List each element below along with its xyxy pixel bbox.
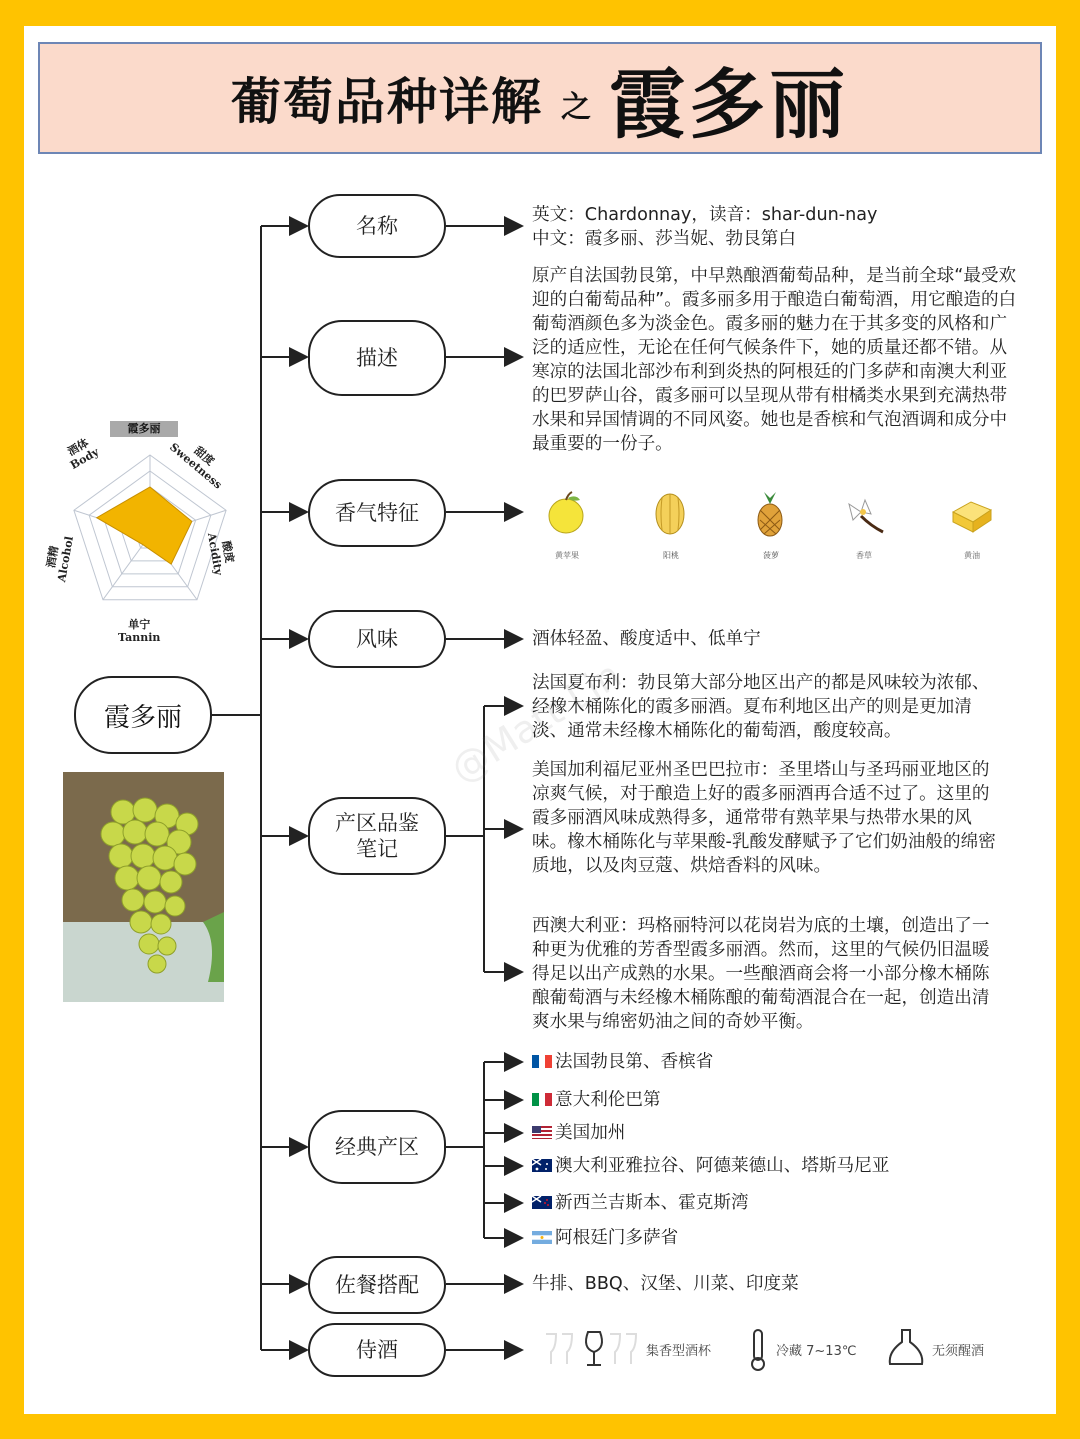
decanter-icon bbox=[886, 1328, 926, 1370]
classic-region-item bbox=[532, 1050, 1032, 1074]
aroma-label: 阳桃 bbox=[663, 551, 679, 560]
note-chablis: 法国夏布利：勃艮第大部分地区出产的都是风味较为浓郁、经橡木桶陈化的霞多丽酒。夏布利地区出产的则是更加清淡、通常未经橡木桶陈化的葡萄酒，酸度较高。 bbox=[532, 673, 990, 741]
serving-temp: 冷藏 7~13℃ bbox=[776, 1344, 857, 1359]
radar-title-tag: 霞多丽 bbox=[110, 421, 178, 437]
classic-region-text: 阿根廷门多萨省 bbox=[555, 1228, 679, 1248]
title-connector: 之 bbox=[561, 90, 591, 125]
branch-classic-node: 经典产区 bbox=[308, 1110, 446, 1184]
name-chinese: 中文：霞多丽、莎当妮、勃艮第白 bbox=[532, 229, 796, 249]
vanilla-icon bbox=[841, 490, 887, 548]
serving-decant: 无须醒酒 bbox=[932, 1344, 985, 1359]
wine-glasses-icon bbox=[540, 1328, 640, 1370]
radar-label-acidity: 酸度 Acidity bbox=[204, 531, 237, 577]
radar-value-polygon bbox=[97, 487, 192, 564]
radar-label-body: 酒体 Body bbox=[65, 436, 102, 472]
aroma-item bbox=[647, 490, 695, 561]
serving-glass: 集香型酒杯 bbox=[646, 1344, 712, 1359]
branch-desc-node: 描述 bbox=[308, 320, 446, 396]
name-details bbox=[532, 203, 1032, 251]
yellow-apple-icon bbox=[544, 490, 590, 548]
aroma-item bbox=[840, 490, 888, 561]
radar-label-alcohol: 酒精 Alcohol bbox=[44, 535, 76, 584]
classic-region-text: 美国加州 bbox=[555, 1123, 626, 1143]
radar-label-sweetness: 甜度 Sweetness bbox=[167, 440, 225, 492]
flavor-text: 酒体轻盈、酸度适中、低单宁 bbox=[532, 629, 761, 649]
classic-region-text: 法国勃艮第、香槟省 bbox=[555, 1052, 714, 1072]
argentina-flag-icon bbox=[532, 1231, 552, 1244]
usa-flag-icon bbox=[532, 1126, 552, 1139]
classic-region-text: 新西兰吉斯本、霍克斯湾 bbox=[555, 1193, 749, 1213]
aroma-label: 菠萝 bbox=[763, 551, 779, 560]
classic-region-text: 澳大利亚雅拉谷、阿德莱德山、塔斯马尼亚 bbox=[555, 1156, 890, 1176]
classic-region-item bbox=[532, 1154, 1032, 1178]
aroma-label: 黄苹果 bbox=[555, 551, 579, 560]
note-western-australia: 西澳大利亚：玛格丽特河以花岗岩为底的土壤，创造出了一种更为优雅的芳香型霞多丽酒。然而，这里的气候仍旧温暖得足以出产成熟的水果。一些酿酒商会将一小部分橡木桶陈酿葡萄酒与未经橡木桶陈酿的葡萄酒混合在一起，创造出清爽水果与绵密奶油之间的奇妙平衡。 bbox=[532, 916, 990, 1032]
italy-flag-icon bbox=[532, 1093, 552, 1106]
root-node: 霞多丽 bbox=[74, 676, 212, 754]
butter-icon bbox=[949, 490, 995, 548]
classic-region-item bbox=[532, 1121, 1032, 1145]
title-main: 葡萄品种详解 bbox=[231, 73, 543, 131]
note-santa-barbara: 美国加利福尼亚州圣巴巴拉市：圣里塔山与圣玛丽亚地区的凉爽气候，对于酿造上好的霞多丽酒再合适不过了。这里的霞多丽酒风味成熟得多，通常带有熟苹果与热带水果的风味。橡木桶陈化与苹果酸-乳酸发酵赋予了它们奶油般的绵密质地，以及肉豆蔻、烘焙香料的风味。 bbox=[532, 760, 996, 876]
thermometer-icon bbox=[748, 1328, 768, 1372]
new-zealand-flag-icon bbox=[532, 1196, 552, 1209]
classic-region-item bbox=[532, 1191, 1032, 1215]
pairing-text: 牛排、BBQ、汉堡、川菜、印度菜 bbox=[532, 1274, 799, 1294]
australia-flag-icon bbox=[532, 1159, 552, 1172]
aroma-item bbox=[948, 490, 996, 561]
grape-cluster-photo bbox=[63, 772, 224, 1002]
aroma-item bbox=[747, 490, 795, 561]
watermark: @Matt Lin bbox=[442, 652, 629, 792]
branch-pairing-node: 佐餐搭配 bbox=[308, 1256, 446, 1314]
classic-region-item bbox=[532, 1226, 1032, 1250]
starfruit-icon bbox=[648, 490, 694, 548]
france-flag-icon bbox=[532, 1055, 552, 1068]
branch-aroma-node: 香气特征 bbox=[308, 479, 446, 547]
branch-flavor-node: 风味 bbox=[308, 610, 446, 668]
branch-region-notes-node: 产区品鉴笔记 bbox=[308, 797, 446, 875]
aroma-item bbox=[543, 490, 591, 561]
pineapple-icon bbox=[748, 490, 794, 548]
branch-serving-node: 侍酒 bbox=[308, 1323, 446, 1377]
classic-region-text: 意大利伦巴第 bbox=[555, 1090, 661, 1110]
title-grape: 霞多丽 bbox=[609, 59, 849, 149]
aroma-label: 黄油 bbox=[964, 551, 980, 560]
name-english: 英文：Chardonnay，读音：shar-dun-nay bbox=[532, 205, 878, 225]
radar-label-tannin: 单宁 Tannin bbox=[118, 618, 161, 644]
aroma-label: 香草 bbox=[856, 551, 872, 560]
desc-text: 原产自法国勃艮第，中早熟酿酒葡萄品种，是当前全球“最受欢迎的白葡萄品种”。霞多丽多用于酿造白葡萄酒，用它酿造的白葡萄酒颜色多为淡金色。霞多丽的魅力在于其多变的风格和广泛的适应性，无论在任何气候条件下，她的质量还都不错。从寒凉的法国北部沙布利到炎热的阿根廷的门多萨和南澳大利亚的巴罗萨山谷，霞多丽可以呈现从带有柑橘类水果到充满热带水果和异国情调的不同风姿。她也是香槟和气泡酒调和成分中最重要的一份子。 bbox=[532, 266, 1017, 454]
branch-name-node: 名称 bbox=[308, 194, 446, 258]
classic-region-item bbox=[532, 1088, 1032, 1112]
